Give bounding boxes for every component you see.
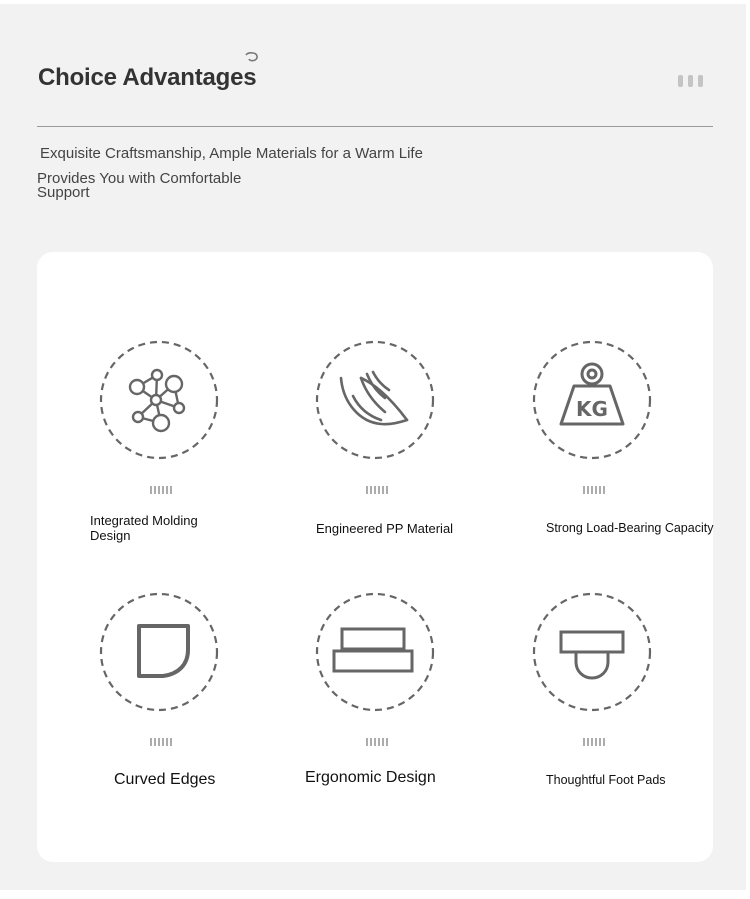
divider-ticks-icon [149, 486, 173, 494]
divider-ticks-icon [365, 738, 389, 746]
feature-label: Thoughtful Foot Pads [546, 773, 666, 787]
loop-decoration-icon [242, 51, 260, 65]
feature-curved-edges [87, 592, 307, 822]
page-title: Choice Advantages [38, 64, 257, 91]
feature-label: Ergonomic Design [305, 769, 436, 786]
feather-icon [315, 340, 435, 460]
divider-ticks-icon [582, 738, 606, 746]
divider-ticks-icon [365, 486, 389, 494]
features-card [37, 252, 713, 862]
feature-integrated-molding [87, 340, 307, 570]
feature-pp-material [303, 340, 523, 570]
stacked-blocks-icon [315, 592, 435, 712]
kg-weight-icon [532, 340, 652, 460]
subtitle-line-2: Provides You with Comfortable Support [37, 170, 242, 201]
divider-ticks-icon [582, 486, 606, 494]
feature-label: Curved Edges [114, 771, 216, 788]
feature-label: Integrated Molding Design [90, 513, 198, 543]
header-divider [37, 126, 713, 127]
feature-foot-pads [520, 592, 740, 822]
feature-load-bearing [520, 340, 740, 570]
svg-text:KG: KG [576, 397, 608, 421]
curved-edge-icon [99, 592, 219, 712]
foot-pad-icon [532, 592, 652, 712]
feature-label: Strong Load-Bearing Capacity [546, 521, 714, 535]
feature-label: Engineered PP Material [316, 521, 454, 536]
divider-ticks-icon [149, 738, 173, 746]
more-dots-icon[interactable] [678, 74, 704, 88]
page-background [0, 4, 746, 890]
feature-ergonomic [303, 592, 523, 822]
subtitle-line-1: Exquisite Craftsmanship, Ample Materials for a Warm Life [40, 145, 423, 162]
molecule-icon [99, 340, 219, 460]
